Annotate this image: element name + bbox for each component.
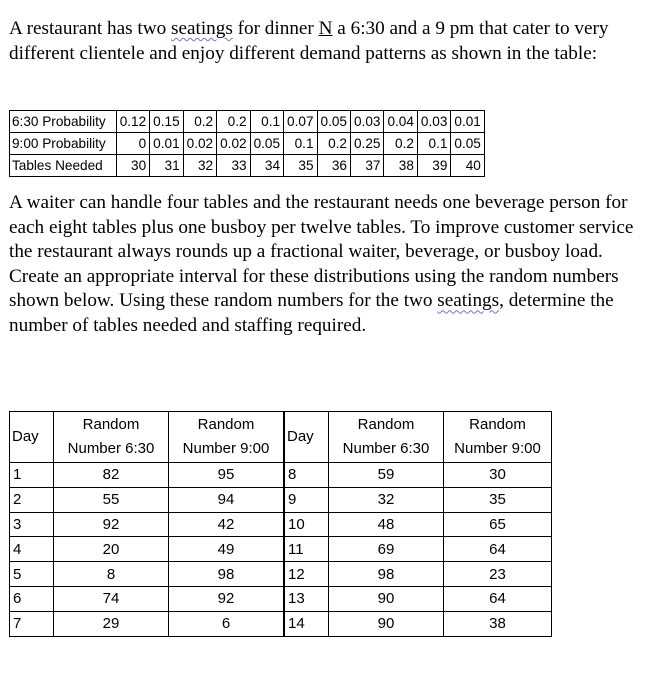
probability-cell: 39 (417, 155, 450, 177)
random-900-cell: 35 (444, 487, 552, 512)
random-630-cell: 8 (54, 562, 169, 587)
spellcheck-word-seatings: seatings (171, 18, 233, 39)
random-900-cell: 92 (169, 586, 285, 611)
header-random-630-2 (329, 412, 444, 463)
probability-cell: 0.2 (317, 133, 350, 155)
random-630-cell: 32 (329, 487, 444, 512)
instructions-text-2: , determine the number of tables needed and staffing required. (9, 290, 614, 336)
random-900-cell: 49 (169, 537, 285, 562)
random-numbers-table (9, 411, 552, 637)
random-900-cell: 64 (444, 537, 552, 562)
probability-cell: 0.05 (250, 133, 283, 155)
random-900-cell: 95 (169, 463, 285, 488)
random-900-cell: 98 (169, 562, 285, 587)
probability-row (10, 111, 485, 133)
probability-cell: 0.2 (183, 111, 216, 133)
header-random-label: Random (197, 416, 255, 433)
header-random-label: Random (357, 416, 415, 433)
probability-cell: 0.01 (451, 111, 484, 133)
day-cell: 11 (284, 537, 329, 562)
random-table-header-row (10, 412, 552, 463)
header-random-900-1 (169, 412, 285, 463)
random-630-cell: 55 (54, 487, 169, 512)
day-cell: 9 (284, 487, 329, 512)
probability-cell: 0.03 (417, 111, 450, 133)
header-number-900-label: Number 9:00 (182, 440, 270, 457)
probability-cell: 0.02 (217, 133, 250, 155)
probability-cell: 34 (250, 155, 283, 177)
instructions-paragraph (9, 191, 639, 339)
header-random-label: Random (469, 416, 526, 433)
probability-cell: 0.1 (284, 133, 317, 155)
day-cell: 7 (10, 611, 54, 636)
random-630-cell: 59 (329, 463, 444, 488)
probability-row-label: 9:00 Probability (10, 133, 117, 155)
random-900-cell: 65 (444, 512, 552, 537)
random-table-row (10, 586, 552, 611)
random-630-cell: 69 (329, 537, 444, 562)
probability-row (10, 133, 485, 155)
probability-cell: 0.1 (250, 111, 283, 133)
header-day-1: Day (10, 412, 54, 463)
header-random-label: Random (82, 416, 140, 433)
random-900-cell: 6 (169, 611, 285, 636)
spellcheck-word-seatings-2: seatings (437, 290, 500, 312)
random-630-cell: 98 (329, 562, 444, 587)
random-630-cell: 90 (329, 611, 444, 636)
random-table-row (10, 611, 552, 636)
probability-cell: 0.04 (384, 111, 417, 133)
probability-cell: 40 (451, 155, 484, 177)
random-900-cell: 23 (444, 562, 552, 587)
intro-text-2: for dinner (232, 18, 319, 39)
probability-cell: 0.07 (284, 111, 317, 133)
probability-row-label: Tables Needed (10, 155, 117, 177)
random-900-cell: 30 (444, 463, 552, 488)
random-630-cell: 20 (54, 537, 169, 562)
intro-text-3: a 6:30 and a 9 pm that cater to very different clientele and enjoy different demand patterns as shown in the table: (9, 18, 609, 64)
random-table-row (10, 487, 552, 512)
random-table-row (10, 463, 552, 488)
header-day-2: Day (284, 412, 329, 463)
probability-cell: 0.2 (384, 133, 417, 155)
probability-cell: 36 (317, 155, 350, 177)
day-cell: 13 (284, 586, 329, 611)
random-table-row (10, 512, 552, 537)
random-630-cell: 92 (54, 512, 169, 537)
probability-cell: 0.2 (217, 111, 250, 133)
random-table-row (10, 562, 552, 587)
probability-cell: 37 (350, 155, 383, 177)
probability-cell: 0.02 (183, 133, 216, 155)
header-number-630-label: Number 6:30 (342, 440, 430, 457)
day-cell: 6 (10, 586, 54, 611)
random-table-row (10, 537, 552, 562)
day-cell: 5 (10, 562, 54, 587)
header-random-630-1 (54, 412, 169, 463)
random-630-cell: 90 (329, 586, 444, 611)
random-900-cell: 38 (444, 611, 552, 636)
day-cell: 3 (10, 512, 54, 537)
probability-cell: 0.05 (317, 111, 350, 133)
random-630-cell: 29 (54, 611, 169, 636)
probability-cell: 30 (116, 155, 149, 177)
random-900-cell: 42 (169, 512, 285, 537)
day-cell: 14 (284, 611, 329, 636)
header-number-900-label: Number 9:00 (454, 440, 541, 457)
day-cell: 10 (284, 512, 329, 537)
probability-cell: 0.1 (417, 133, 450, 155)
probability-cell: 0.05 (451, 133, 484, 155)
header-number-630-label: Number 6:30 (67, 440, 155, 457)
probability-row-label: 6:30 Probability (10, 111, 117, 133)
probability-cell: 0.03 (350, 111, 383, 133)
probability-cell: 0.01 (150, 133, 183, 155)
probability-cell: 31 (150, 155, 183, 177)
probability-cell: 0.25 (350, 133, 383, 155)
probability-cell: 35 (284, 155, 317, 177)
probability-cell: 33 (217, 155, 250, 177)
intro-text-1: A restaurant has two (9, 18, 171, 39)
probability-table (9, 110, 485, 177)
probability-row (10, 155, 485, 177)
day-cell: 2 (10, 487, 54, 512)
random-630-cell: 48 (329, 512, 444, 537)
probability-cell: 0.12 (116, 111, 149, 133)
day-cell: 8 (284, 463, 329, 488)
day-cell: 1 (10, 463, 54, 488)
probability-cell: 32 (183, 155, 216, 177)
day-cell: 4 (10, 537, 54, 562)
random-900-cell: 94 (169, 487, 285, 512)
intro-paragraph (9, 17, 639, 66)
probability-cell: 0 (116, 133, 149, 155)
random-900-cell: 64 (444, 586, 552, 611)
day-cell: 12 (284, 562, 329, 587)
probability-cell: 38 (384, 155, 417, 177)
random-630-cell: 74 (54, 586, 169, 611)
probability-cell: 0.15 (150, 111, 183, 133)
instructions-text-1: A waiter can handle four tables and the restaurant needs one beverage person for each eight tables plus one busboy per twelve tables. To improve customer service the restaurant always rounds up a fractional waiter, beverage, or busboy load. Create an appropriate interval for these distributions using the random numbers shown below. Using these random numbers for the two (9, 192, 634, 312)
underlined-letter-n: N (318, 18, 333, 39)
header-random-900-2 (444, 412, 552, 463)
random-630-cell: 82 (54, 463, 169, 488)
